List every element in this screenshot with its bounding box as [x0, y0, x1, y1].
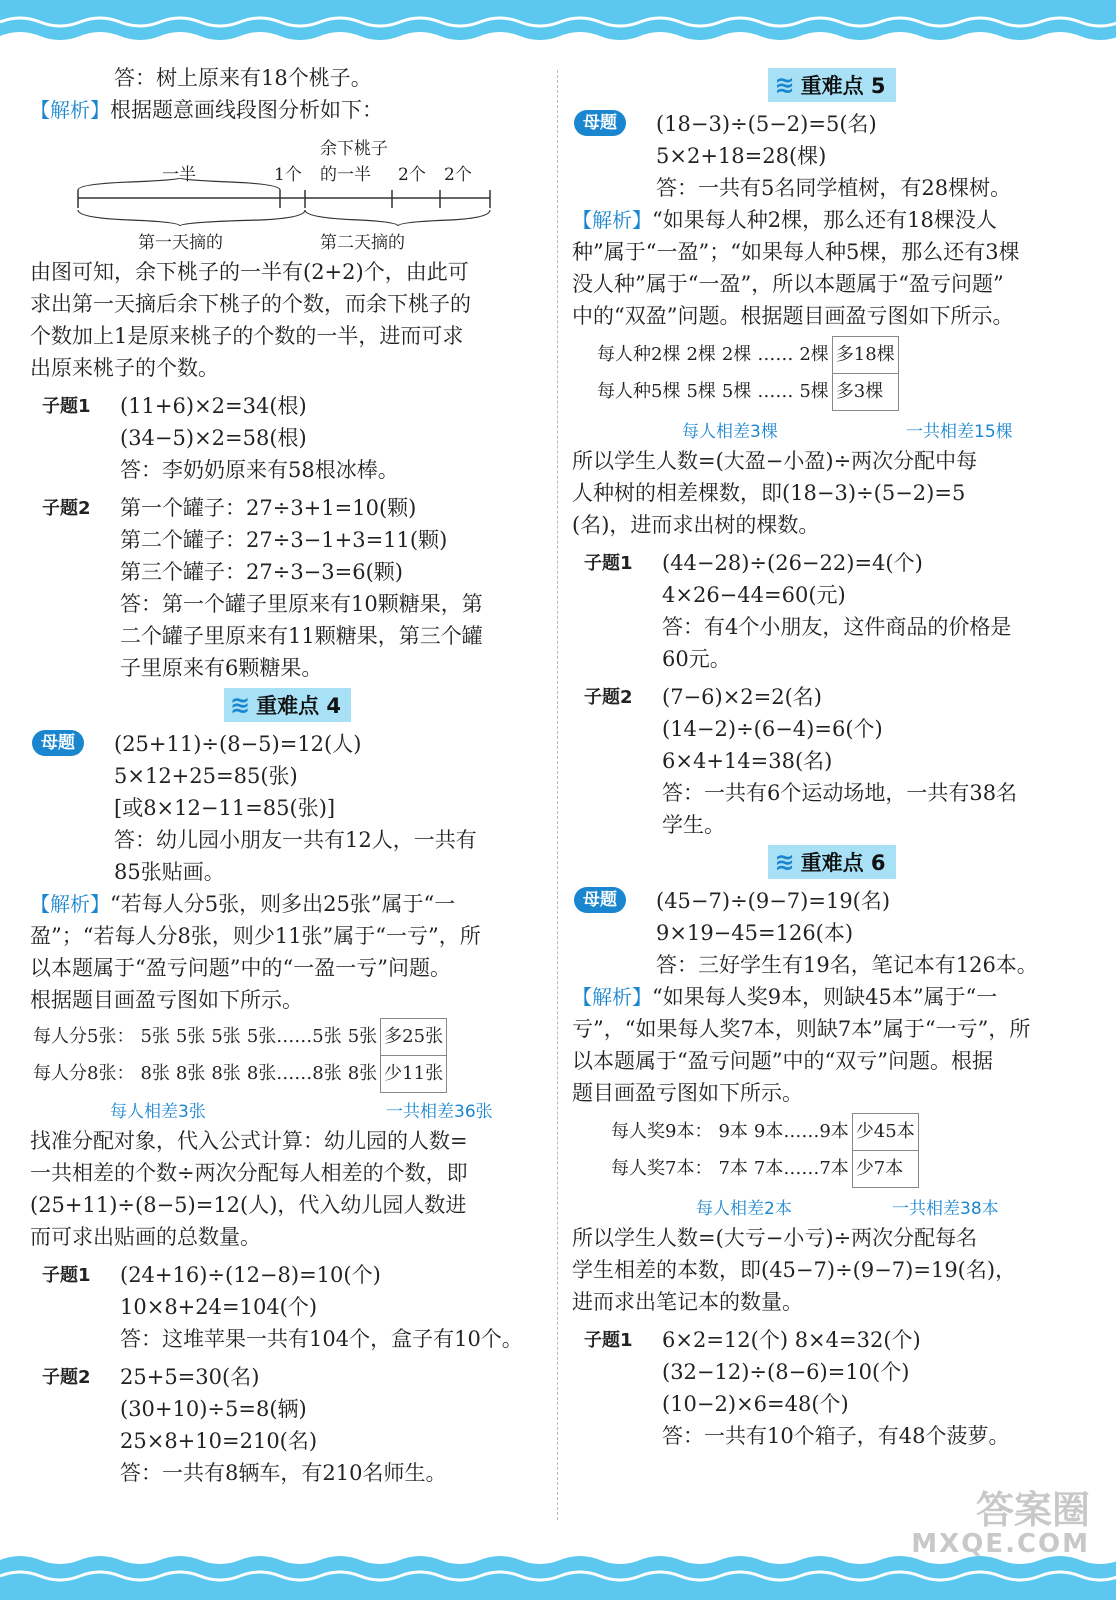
mother-problem-4	[30, 728, 545, 888]
sub-line: 10×8+24=104(个)	[120, 1295, 318, 1319]
sub-line: (14−2)÷(6−4)=6(个)	[662, 717, 883, 741]
diag-note-left: 每人相差3棵	[682, 422, 778, 442]
segment-diagram	[30, 126, 545, 256]
subproblem-label: 子题2	[42, 1367, 91, 1388]
analysis6-line: 亏”，“如果每人奖7本，则缺7本”属于“一亏”，所	[572, 1017, 1031, 1041]
diag-cell: 7本……7本	[753, 1158, 849, 1179]
subproblem-1	[30, 390, 545, 486]
analysis-tag: 【解析】	[30, 98, 110, 122]
subproblem-label: 子题1	[42, 396, 91, 417]
diag-cell: 5棵	[721, 381, 752, 402]
diag-cell: 9本……9本	[753, 1121, 849, 1142]
analysis5-first: 【解析】“如果每人种2棵，那么还有18棵没人	[572, 208, 997, 232]
right-column	[572, 62, 1092, 1452]
diag-row-label: 每人奖9本：	[611, 1121, 713, 1142]
sub-line: 6×4+14=38(名)	[662, 749, 833, 773]
analysis5b-line: (名)，进而求出树的棵数。	[572, 513, 820, 537]
seg-label-two-b: 2个	[444, 165, 472, 185]
mother-line: (25+11)÷(8−5)=12(人)	[114, 732, 362, 756]
diag-note-left: 每人相差3张	[110, 1102, 206, 1122]
diag-row-label: 每人奖7本：	[611, 1158, 713, 1179]
diag-extra: 多25张	[381, 1019, 447, 1056]
sub-line: 二个罐子里原来有11颗糖果，第三个罐	[120, 624, 483, 648]
diag4-notes	[30, 1093, 545, 1125]
diag-cell: 5张	[211, 1026, 241, 1047]
sub-line: 60元。	[662, 647, 731, 671]
analysis-tag: 【解析】	[30, 892, 110, 916]
sub-line: (7−6)×2=2(名)	[662, 685, 823, 709]
diag-row-label: 每人种2棵	[597, 344, 681, 365]
diag-cell: 5张……5张	[246, 1026, 342, 1047]
diag-cell: ……	[757, 381, 794, 402]
analysis5b-line: 所以学生人数=(大盈−小盈)÷两次分配中每	[572, 449, 978, 473]
diag-extra: 少11张	[381, 1056, 447, 1093]
sub-line: (44−28)÷(26−22)=4(个)	[662, 551, 923, 575]
diag-cell: 8张……8张	[246, 1063, 342, 1084]
sub-line: 答：李奶奶原来有58根冰棒。	[120, 458, 399, 482]
sub-line: 答：这堆苹果一共有104个，盒子有10个。	[120, 1327, 523, 1351]
answer-line: 答：树上原来有18个桃子。	[114, 66, 372, 90]
analysis4-line: 盈”；“若每人分8张，则少11张”属于“一亏”，所	[30, 924, 481, 948]
sub-line: 第一个罐子：27÷3+1=10(颗)	[120, 496, 417, 520]
analysis6-line: 以本题属于“盈亏问题”中的“双亏”问题。根据	[572, 1049, 993, 1073]
diag-cell: 8张	[175, 1063, 206, 1084]
wave-icon: ≋	[774, 848, 795, 876]
subproblem-label: 子题1	[584, 1330, 633, 1351]
analysis5-line: 中的“双盈”问题。根据题目画盈亏图如下所示。	[572, 304, 1014, 328]
diag-cell: 5棵	[799, 381, 829, 402]
diag-cell: 2棵	[686, 344, 716, 365]
diag-extra: 少7本	[852, 1151, 918, 1188]
subproblem-label: 子题2	[584, 687, 633, 708]
subproblem-6-1	[572, 1324, 1092, 1452]
surplus-diagram-6	[608, 1113, 919, 1188]
sub-line: (30+10)÷5=8(辆)	[120, 1397, 307, 1421]
seg-label-day2: 第二天摘的	[320, 233, 405, 253]
watermark-line1: 答案圈	[975, 1488, 1090, 1532]
analysis1-line: 求出第一天摘后余下桃子的个数，而余下桃子的	[30, 292, 471, 316]
analysis6-first: 【解析】“如果每人奖9本，则缺45本”属于“一	[572, 985, 998, 1009]
seg-label-half: 一半	[162, 165, 196, 185]
diag6-notes	[572, 1188, 1092, 1222]
segment-lines	[30, 178, 510, 228]
diag-note-right: 一共相差38本	[892, 1199, 999, 1219]
sub-line: 第三个罐子：27÷3−3=6(颗)	[120, 560, 403, 584]
diag-cell: 5张	[175, 1026, 206, 1047]
analysis5-line: 种”属于“一盈”；“如果每人种5棵，那么还有3棵	[572, 240, 1020, 264]
point6-header	[572, 845, 1092, 879]
sub-line: 25+5=30(名)	[120, 1365, 260, 1389]
sub-line: (34−5)×2=58(根)	[120, 426, 307, 450]
watermark-line2: MXQE.COM	[911, 1529, 1090, 1559]
seg-label-one: 1个	[274, 165, 302, 185]
subproblem-2	[30, 492, 545, 684]
point4-title: 重难点 4	[256, 694, 342, 718]
seg-label-two-a: 2个	[398, 165, 426, 185]
diag-note-right: 一共相差15棵	[906, 422, 1013, 442]
diag-cell: 9本	[718, 1121, 748, 1142]
diag-cell: 7本	[718, 1158, 748, 1179]
analysis4b-line: (25+11)÷(8−5)=12(人)，代入幼儿园人数进	[30, 1193, 467, 1217]
watermark	[911, 1490, 1090, 1558]
sub-line: 答：一共有10个箱子，有48个菠萝。	[662, 1424, 1010, 1448]
diag-row-label: 每人种5棵	[597, 381, 681, 402]
subproblem-5-1	[572, 547, 1092, 675]
column-divider	[557, 70, 558, 1520]
analysis6-line: 题目画盈亏图如下所示。	[572, 1081, 803, 1105]
analysis-intro: 【解析】根据题意画线段图分析如下：	[30, 98, 383, 122]
diag-note-right: 一共相差36张	[386, 1102, 493, 1122]
sub-line: 答：一共有6个运动场地，一共有38名	[662, 781, 1018, 805]
analysis-tag: 【解析】	[572, 985, 652, 1009]
analysis4-line: 根据题目画盈亏图如下所示。	[30, 988, 303, 1012]
sub-line: 答：第一个罐子里原来有10颗糖果，第	[120, 592, 483, 616]
surplus-diagram-4	[30, 1018, 447, 1093]
wave-icon: ≋	[229, 691, 251, 719]
mother-badge: 母题	[32, 730, 84, 756]
point4-header	[30, 688, 545, 722]
analysis4-first: 【解析】“若每人分5张，则多出25张”属于“一	[30, 892, 456, 916]
diag-cell: 2棵	[721, 344, 752, 365]
analysis4b-line: 而可求出贴画的总数量。	[30, 1225, 261, 1249]
diag-cell: 5棵	[686, 381, 716, 402]
point5-title: 重难点 5	[800, 74, 886, 98]
diag-cell: 5张	[347, 1026, 378, 1047]
analysis4-line: 以本题属于“盈亏问题”中的“一盈一亏”问题。	[30, 956, 451, 980]
analysis1-line: 出原来桃子的个数。	[30, 356, 219, 380]
sub-line: 答：一共有8辆车，有210名师生。	[120, 1461, 447, 1485]
seg-label-rest-title: 余下桃子	[320, 139, 388, 159]
mother-line: 答：幼儿园小朋友一共有12人，一共有	[114, 828, 477, 852]
subproblem-label: 子题2	[42, 498, 91, 519]
diag-cell: 2棵	[799, 344, 829, 365]
seg-label-rest-half: 的一半	[320, 165, 371, 185]
diag-cell: 8张	[347, 1063, 378, 1084]
diag-extra: 多18棵	[832, 337, 898, 374]
mother-line: 答：一共有5名同学植树，有28棵树。	[656, 176, 1012, 200]
wave-icon: ≋	[774, 71, 795, 99]
mother-problem-6	[572, 885, 1092, 981]
analysis5-line: 没人种”属于“一盈”，所以本题属于“盈亏问题”	[572, 272, 1004, 296]
sub-line: 学生。	[662, 813, 725, 837]
subproblem-4-1	[30, 1259, 545, 1355]
surplus-diagram-5	[594, 336, 899, 411]
left-column	[30, 62, 545, 1489]
point5-header	[572, 68, 1092, 102]
diag-note-left: 每人相差2本	[696, 1199, 792, 1219]
sub-line: (10−2)×6=48(个)	[662, 1392, 849, 1416]
subproblem-label: 子题1	[584, 553, 633, 574]
analysis6b-line: 所以学生人数=(大亏−小亏)÷两次分配每名	[572, 1226, 978, 1250]
sub-line: (24+16)÷(12−8)=10(个)	[120, 1263, 381, 1287]
analysis5b-line: 人种树的相差棵数，即(18−3)÷(5−2)=5	[572, 481, 966, 505]
mother-line: 答：三好学生有19名，笔记本有126本。	[656, 953, 1038, 977]
mother-line: 9×19−45=126(本)	[656, 921, 854, 945]
analysis4b-line: 找准分配对象，代入公式计算：幼儿园的人数=	[30, 1129, 468, 1153]
diag-cell: 8张	[211, 1063, 241, 1084]
top-wave-decoration	[0, 0, 1116, 46]
subproblem-4-2	[30, 1361, 545, 1489]
sub-line: 子里原来有6颗糖果。	[120, 656, 323, 680]
seg-label-day1: 第一天摘的	[138, 233, 223, 253]
mother-problem-5	[572, 108, 1092, 204]
analysis-tag: 【解析】	[572, 208, 652, 232]
diag-extra: 少45本	[852, 1114, 918, 1151]
diag-cell: 8张	[140, 1063, 170, 1084]
analysis1-line: 由图可知，余下桃子的一半有(2+2)个，由此可	[30, 260, 469, 284]
diag-cell: ……	[757, 344, 794, 365]
sub-line: 答：有4个小朋友，这件商品的价格是	[662, 615, 1012, 639]
analysis6b-line: 进而求出笔记本的数量。	[572, 1290, 803, 1314]
analysis6b-line: 学生相差的本数，即(45−7)÷(9−7)=19(名)，	[572, 1258, 1017, 1282]
analysis4b-line: 一共相差的个数÷两次分配每人相差的个数，即	[30, 1161, 468, 1185]
mother-line: (45−7)÷(9−7)=19(名)	[656, 889, 891, 913]
mother-line: 5×12+25=85(张)	[114, 764, 298, 788]
diag-row-label: 每人分5张：	[33, 1026, 135, 1047]
sub-line: 4×26−44=60(元)	[662, 583, 846, 607]
sub-line: 6×2=12(个) 8×4=32(个)	[662, 1328, 921, 1352]
point6-title: 重难点 6	[800, 851, 886, 875]
sub-line: (11+6)×2=34(根)	[120, 394, 307, 418]
mother-line: [或8×12−11=85(张)]	[114, 796, 336, 820]
sub-line: 第二个罐子：27÷3−1+3=11(颗)	[120, 528, 448, 552]
sub-line: 25×8+10=210(名)	[120, 1429, 318, 1453]
analysis1-line: 个数加上1是原来桃子的个数的一半，进而可求	[30, 324, 464, 348]
mother-line: (18−3)÷(5−2)=5(名)	[656, 112, 877, 136]
mother-line: 85张贴画。	[114, 860, 225, 884]
subproblem-label: 子题1	[42, 1265, 91, 1286]
subproblem-5-2	[572, 681, 1092, 841]
diag-row-label: 每人分8张：	[33, 1063, 135, 1084]
mother-line: 5×2+18=28(棵)	[656, 144, 827, 168]
diag5-notes	[572, 411, 1092, 445]
diag-cell: 5张	[140, 1026, 170, 1047]
diag-extra: 多3棵	[832, 374, 898, 411]
mother-badge: 母题	[574, 110, 626, 136]
mother-badge: 母题	[574, 887, 626, 913]
sub-line: (32−12)÷(8−6)=10(个)	[662, 1360, 910, 1384]
